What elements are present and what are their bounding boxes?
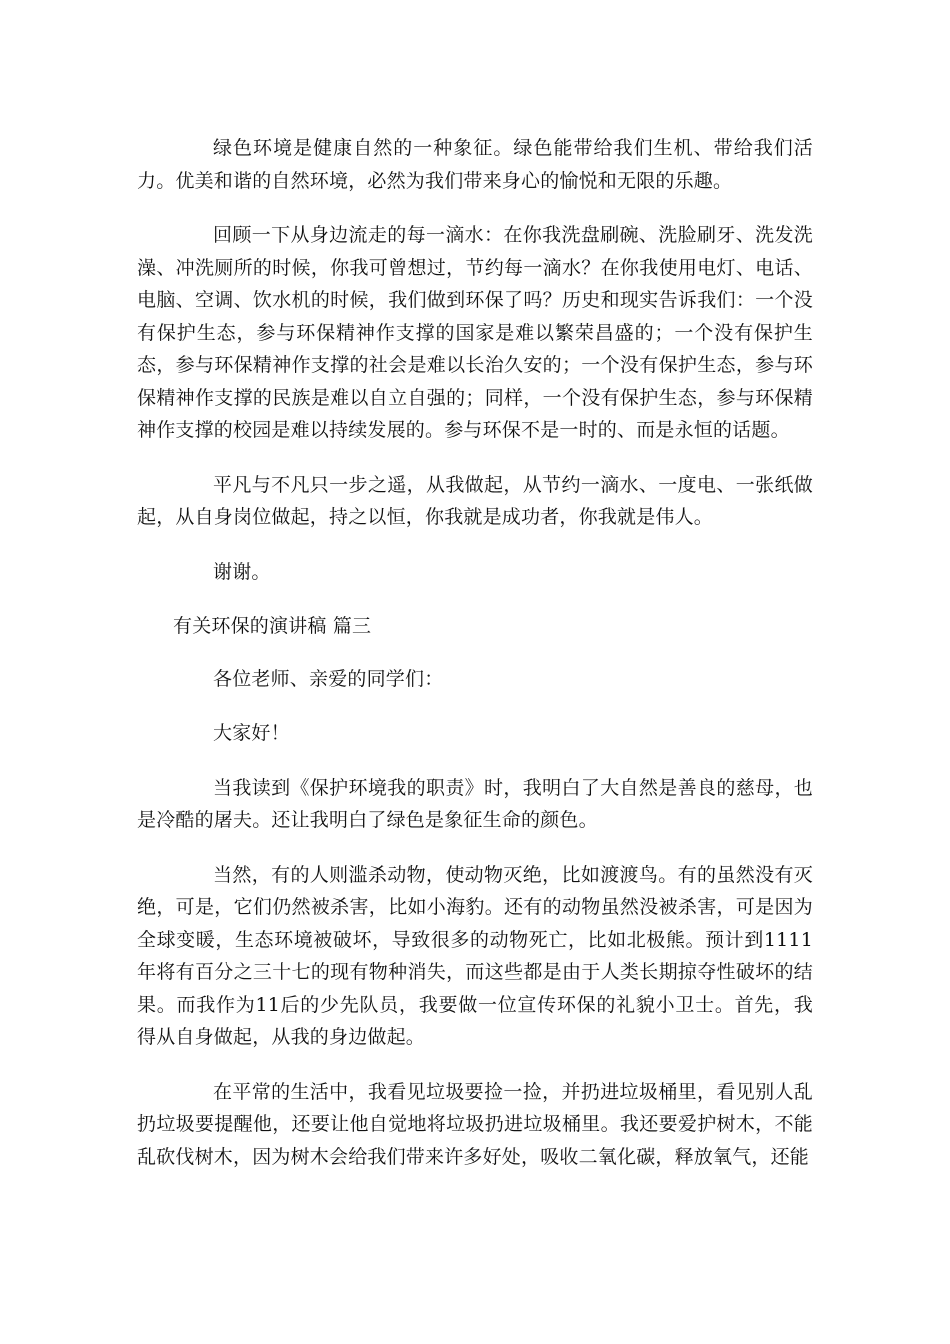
paragraph-start-from-me: 平凡与不凡只一步之遥，从我做起，从节约一滴水、一度电、一张纸做起，从自身岗位做起，持之以恒，你我就是成功者，你我就是伟人。 <box>137 473 813 528</box>
paragraph-save-water: 回顾一下从身边流走的每一滴水：在你我洗盘刷碗、洗脸刷牙、洗发洗澡、冲洗厕所的时候，你我可曾想过，节约每一滴水？在你我使用电灯、电话、电脑、空调、饮水机的时候，我们做到环保了吗？历史和现实告诉我们：一个没有保护生态，参与环保精神作支撑的国家是难以繁荣昌盛的；一个没有保护生态，参与环保精神作支撑的社会是难以长治久安的；一个没有保护生态，参与环保精神作支撑的民族是难以自立自强的；同样，一个没有保护生态，参与环保精神作支撑的校园是难以持续发展的。参与环保不是一时的、而是永恒的话题。 <box>137 224 813 441</box>
paragraph-daily-life: 在平常的生活中，我看见垃圾要捡一捡，并扔进垃圾桶里，看见别人乱扔垃圾要提醒他，还要让他自觉地将垃圾扔进垃圾桶里。我还要爱护树木，不能乱砍伐树木，因为树木会给我们带来许多好处，吸收二氧化碳，释放氧气，还能 <box>137 1080 813 1168</box>
paragraph-hello: 大家好！ <box>213 722 290 744</box>
paragraph-greeting-audience: 各位老师、亲爱的同学们： <box>213 667 444 690</box>
paragraph-green-environment: 绿色环境是健康自然的一种象征。绿色能带给我们生机、带给我们活力。优美和谐的自然环境，必然为我们带来身心的愉悦和无限的乐趣。 <box>137 137 813 192</box>
section-heading: 有关环保的演讲稿 篇三 <box>173 615 372 637</box>
paragraph-thanks: 谢谢。 <box>213 560 271 583</box>
document-body <box>137 132 813 1195</box>
paragraph-reading: 当我读到《保护环境我的职责》时，我明白了大自然是善良的慈母，也是冷酷的屠夫。还让我明白了绿色是象征生命的颜色。 <box>137 776 813 831</box>
paragraph-animals: 当然，有的人则滥杀动物，使动物灭绝，比如渡渡鸟。有的虽然没有灭绝，可是，它们仍然被杀害，比如小海豹。还有的动物虽然没被杀害，可是因为全球变暖，生态环境被破坏，导致很多的动物死亡，比如北极熊。预计到1111年将有百分之三十七的现有物种消失，而这些都是由于人类长期掠夺性破坏的结果。而我作为11后的少先队员，我要做一位宣传环保的礼貌小卫士。首先，我得从自身做起，从我的身边做起。 <box>137 863 813 1048</box>
